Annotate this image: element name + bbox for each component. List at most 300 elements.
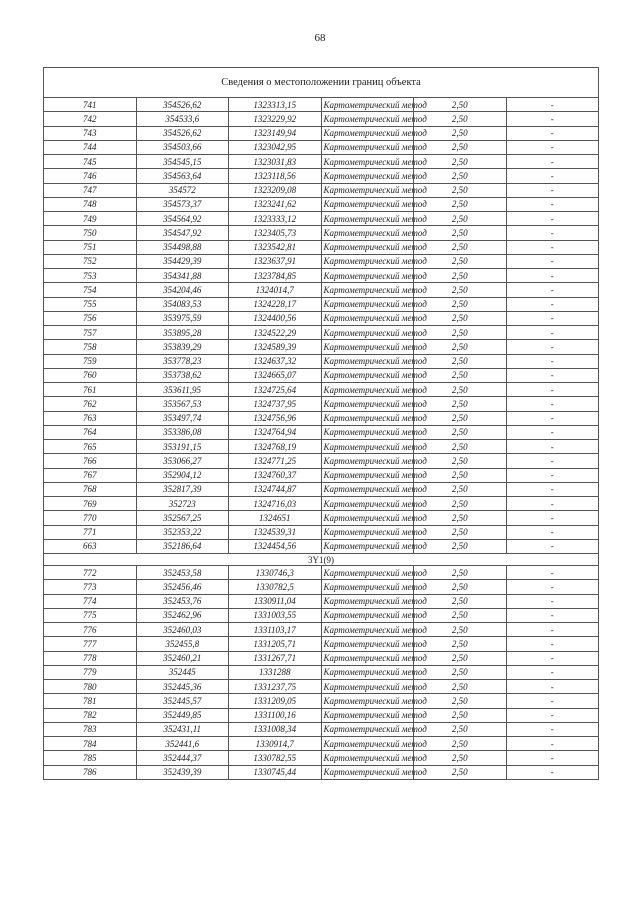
table-row [44,140,599,154]
table-row [44,169,599,183]
table-row [44,511,599,525]
section-row [44,554,599,566]
description-cell: - [506,751,599,765]
table-row [44,637,599,651]
method-cell: Картометрический метод [321,254,414,268]
y-coordinate-cell: 1323229,92 [229,112,322,126]
description-cell: - [506,269,599,283]
accuracy-cell: 2,50 [414,525,507,539]
point-number-cell: 780 [44,680,137,694]
boundary-coordinates-table [43,67,599,780]
description-cell: - [506,340,599,354]
table-row [44,694,599,708]
x-coordinate-cell: 352462,96 [136,608,229,622]
accuracy-cell: 2,50 [414,226,507,240]
point-number-cell: 744 [44,140,137,154]
description-cell: - [506,169,599,183]
x-coordinate-cell: 352186,64 [136,539,229,553]
method-cell: Картометрический метод [321,183,414,197]
point-number-cell: 752 [44,254,137,268]
y-coordinate-cell: 1330911,04 [229,594,322,608]
table-row [44,226,599,240]
y-coordinate-cell: 1324637,32 [229,354,322,368]
y-coordinate-cell: 1324014,7 [229,283,322,297]
accuracy-cell: 2,50 [414,665,507,679]
accuracy-cell: 2,50 [414,254,507,268]
accuracy-cell: 2,50 [414,454,507,468]
accuracy-cell: 2,50 [414,722,507,736]
table-row [44,525,599,539]
table-row [44,155,599,169]
description-cell: - [506,665,599,679]
y-coordinate-cell: 1324771,25 [229,454,322,468]
method-cell: Картометрический метод [321,722,414,736]
point-number-cell: 751 [44,240,137,254]
caption-row [44,68,599,98]
point-number-cell: 756 [44,311,137,325]
x-coordinate-cell: 354573,37 [136,197,229,211]
x-coordinate-cell: 352817,39 [136,482,229,496]
method-cell: Картометрический метод [321,368,414,382]
x-coordinate-cell: 352444,37 [136,751,229,765]
table-row [44,497,599,511]
description-cell: - [506,197,599,211]
point-number-cell: 746 [44,169,137,183]
accuracy-cell: 2,50 [414,482,507,496]
method-cell: Картометрический метод [321,566,414,580]
point-number-cell: 766 [44,454,137,468]
description-cell: - [506,694,599,708]
y-coordinate-cell: 1323031,83 [229,155,322,169]
point-number-cell: 759 [44,354,137,368]
accuracy-cell: 2,50 [414,169,507,183]
y-coordinate-cell: 1331103,17 [229,623,322,637]
x-coordinate-cell: 354547,92 [136,226,229,240]
accuracy-cell: 2,50 [414,155,507,169]
y-coordinate-cell: 1324539,31 [229,525,322,539]
table-row [44,212,599,226]
y-coordinate-cell: 1323542,81 [229,240,322,254]
x-coordinate-cell: 352567,25 [136,511,229,525]
y-coordinate-cell: 1331288 [229,665,322,679]
description-cell: - [506,623,599,637]
point-number-cell: 769 [44,497,137,511]
description-cell: - [506,112,599,126]
x-coordinate-cell: 352445,36 [136,680,229,694]
accuracy-cell: 2,50 [414,311,507,325]
y-coordinate-cell: 1324228,17 [229,297,322,311]
method-cell: Картометрический метод [321,311,414,325]
accuracy-cell: 2,50 [414,240,507,254]
method-cell: Картометрический метод [321,651,414,665]
description-cell: - [506,440,599,454]
y-coordinate-cell: 1331003,55 [229,608,322,622]
method-cell: Картометрический метод [321,226,414,240]
point-number-cell: 778 [44,651,137,665]
method-cell: Картометрический метод [321,383,414,397]
point-number-cell: 777 [44,637,137,651]
table-row [44,112,599,126]
point-number-cell: 771 [44,525,137,539]
x-coordinate-cell: 352460,21 [136,651,229,665]
accuracy-cell: 2,50 [414,497,507,511]
table-row [44,440,599,454]
page-number: 68 [314,32,326,44]
y-coordinate-cell: 1324589,39 [229,340,322,354]
x-coordinate-cell: 352904,12 [136,468,229,482]
method-cell: Картометрический метод [321,340,414,354]
accuracy-cell: 2,50 [414,751,507,765]
y-coordinate-cell: 1323637,91 [229,254,322,268]
point-number-cell: 745 [44,155,137,169]
accuracy-cell: 2,50 [414,140,507,154]
y-coordinate-cell: 1323241,62 [229,197,322,211]
description-cell: - [506,580,599,594]
method-cell: Картометрический метод [321,326,414,340]
description-cell: - [506,183,599,197]
table-row [44,751,599,765]
x-coordinate-cell: 352453,76 [136,594,229,608]
accuracy-cell: 2,50 [414,539,507,553]
description-cell: - [506,383,599,397]
accuracy-cell: 2,50 [414,468,507,482]
point-number-cell: 767 [44,468,137,482]
table-row [44,737,599,751]
method-cell: Картометрический метод [321,140,414,154]
description-cell: - [506,708,599,722]
table-row [44,594,599,608]
accuracy-cell: 2,50 [414,566,507,580]
x-coordinate-cell: 354564,92 [136,212,229,226]
x-coordinate-cell: 353738,62 [136,368,229,382]
method-cell: Картометрический метод [321,737,414,751]
x-coordinate-cell: 354526,62 [136,126,229,140]
y-coordinate-cell: 1324522,29 [229,326,322,340]
method-cell: Картометрический метод [321,594,414,608]
table-row [44,269,599,283]
accuracy-cell: 2,50 [414,368,507,382]
description-cell: - [506,539,599,553]
method-cell: Картометрический метод [321,197,414,211]
point-number-cell: 755 [44,297,137,311]
x-coordinate-cell: 354526,62 [136,98,229,112]
table-row [44,425,599,439]
accuracy-cell: 2,50 [414,297,507,311]
description-cell: - [506,637,599,651]
y-coordinate-cell: 1324760,37 [229,468,322,482]
method-cell: Картометрический метод [321,511,414,525]
accuracy-cell: 2,50 [414,283,507,297]
y-coordinate-cell: 1323313,15 [229,98,322,112]
point-number-cell: 747 [44,183,137,197]
description-cell: - [506,454,599,468]
x-coordinate-cell: 353191,15 [136,440,229,454]
accuracy-cell: 2,50 [414,326,507,340]
x-coordinate-cell: 353895,28 [136,326,229,340]
method-cell: Картометрический метод [321,637,414,651]
table-row [44,651,599,665]
x-coordinate-cell: 354498,88 [136,240,229,254]
accuracy-cell: 2,50 [414,623,507,637]
accuracy-cell: 2,50 [414,594,507,608]
method-cell: Картометрический метод [321,169,414,183]
y-coordinate-cell: 1323333,12 [229,212,322,226]
y-coordinate-cell: 1323405,73 [229,226,322,240]
x-coordinate-cell: 352431,11 [136,722,229,736]
x-coordinate-cell: 352439,39 [136,765,229,779]
section-label: 3Y1(9) [44,554,599,566]
point-number-cell: 753 [44,269,137,283]
description-cell: - [506,608,599,622]
description-cell: - [506,311,599,325]
y-coordinate-cell: 1324716,03 [229,497,322,511]
table-caption: Сведения о местоположении границ объекта [44,68,599,98]
y-coordinate-cell: 1324665,07 [229,368,322,382]
table-row [44,708,599,722]
y-coordinate-cell: 1324737,95 [229,397,322,411]
description-cell: - [506,297,599,311]
point-number-cell: 748 [44,197,137,211]
method-cell: Картометрический метод [321,525,414,539]
table-row [44,468,599,482]
y-coordinate-cell: 1330746,3 [229,566,322,580]
method-cell: Картометрический метод [321,665,414,679]
x-coordinate-cell: 353497,74 [136,411,229,425]
description-cell: - [506,737,599,751]
point-number-cell: 749 [44,212,137,226]
accuracy-cell: 2,50 [414,737,507,751]
accuracy-cell: 2,50 [414,440,507,454]
accuracy-cell: 2,50 [414,680,507,694]
description-cell: - [506,126,599,140]
point-number-cell: 742 [44,112,137,126]
x-coordinate-cell: 354429,39 [136,254,229,268]
method-cell: Картометрический метод [321,680,414,694]
table-row [44,340,599,354]
table-row [44,580,599,594]
method-cell: Картометрический метод [321,468,414,482]
description-cell: - [506,511,599,525]
table-row [44,454,599,468]
point-number-cell: 768 [44,482,137,496]
method-cell: Картометрический метод [321,240,414,254]
point-number-cell: 781 [44,694,137,708]
accuracy-cell: 2,50 [414,98,507,112]
x-coordinate-cell: 354563,64 [136,169,229,183]
method-cell: Картометрический метод [321,425,414,439]
description-cell: - [506,254,599,268]
table-row [44,411,599,425]
description-cell: - [506,140,599,154]
method-cell: Картометрический метод [321,155,414,169]
y-coordinate-cell: 1331100,16 [229,708,322,722]
point-number-cell: 773 [44,580,137,594]
method-cell: Картометрический метод [321,397,414,411]
description-cell: - [506,425,599,439]
method-cell: Картометрический метод [321,694,414,708]
method-cell: Картометрический метод [321,212,414,226]
x-coordinate-cell: 354533,6 [136,112,229,126]
accuracy-cell: 2,50 [414,197,507,211]
accuracy-cell: 2,50 [414,651,507,665]
x-coordinate-cell: 354545,15 [136,155,229,169]
point-number-cell: 770 [44,511,137,525]
description-cell: - [506,525,599,539]
x-coordinate-cell: 353386,08 [136,425,229,439]
point-number-cell: 765 [44,440,137,454]
accuracy-cell: 2,50 [414,637,507,651]
point-number-cell: 762 [44,397,137,411]
accuracy-cell: 2,50 [414,126,507,140]
y-coordinate-cell: 1324725,64 [229,383,322,397]
accuracy-cell: 2,50 [414,580,507,594]
table-row [44,608,599,622]
method-cell: Картометрический метод [321,269,414,283]
table-row [44,623,599,637]
y-coordinate-cell: 1331267,71 [229,651,322,665]
point-number-cell: 758 [44,340,137,354]
method-cell: Картометрический метод [321,580,414,594]
table-row [44,283,599,297]
table-row [44,765,599,779]
x-coordinate-cell: 354572 [136,183,229,197]
y-coordinate-cell: 1324454,56 [229,539,322,553]
x-coordinate-cell: 352441,6 [136,737,229,751]
x-coordinate-cell: 354341,88 [136,269,229,283]
y-coordinate-cell: 1331209,05 [229,694,322,708]
description-cell: - [506,368,599,382]
x-coordinate-cell: 352353,22 [136,525,229,539]
description-cell: - [506,240,599,254]
description-cell: - [506,226,599,240]
description-cell: - [506,651,599,665]
method-cell: Картометрический метод [321,112,414,126]
accuracy-cell: 2,50 [414,269,507,283]
y-coordinate-cell: 1331205,71 [229,637,322,651]
y-coordinate-cell: 1330914,7 [229,737,322,751]
y-coordinate-cell: 1324400,56 [229,311,322,325]
method-cell: Картометрический метод [321,297,414,311]
accuracy-cell: 2,50 [414,112,507,126]
x-coordinate-cell: 353778,23 [136,354,229,368]
point-number-cell: 783 [44,722,137,736]
point-number-cell: 775 [44,608,137,622]
table-row [44,297,599,311]
y-coordinate-cell: 1323209,08 [229,183,322,197]
accuracy-cell: 2,50 [414,608,507,622]
table-row [44,680,599,694]
accuracy-cell: 2,50 [414,212,507,226]
y-coordinate-cell: 1331237,75 [229,680,322,694]
y-coordinate-cell: 1330745,44 [229,765,322,779]
accuracy-cell: 2,50 [414,183,507,197]
y-coordinate-cell: 1323042,95 [229,140,322,154]
table-row [44,197,599,211]
point-number-cell: 786 [44,765,137,779]
method-cell: Картометрический метод [321,283,414,297]
y-coordinate-cell: 1330782,55 [229,751,322,765]
description-cell: - [506,326,599,340]
point-number-cell: 776 [44,623,137,637]
point-number-cell: 774 [44,594,137,608]
accuracy-cell: 2,50 [414,354,507,368]
y-coordinate-cell: 1323118,56 [229,169,322,183]
method-cell: Картометрический метод [321,354,414,368]
table-row [44,326,599,340]
x-coordinate-cell: 352455,8 [136,637,229,651]
method-cell: Картометрический метод [321,126,414,140]
x-coordinate-cell: 352453,58 [136,566,229,580]
x-coordinate-cell: 353066,27 [136,454,229,468]
point-number-cell: 785 [44,751,137,765]
point-number-cell: 743 [44,126,137,140]
x-coordinate-cell: 352449,85 [136,708,229,722]
method-cell: Картометрический метод [321,98,414,112]
table-row [44,254,599,268]
method-cell: Картометрический метод [321,623,414,637]
accuracy-cell: 2,50 [414,340,507,354]
y-coordinate-cell: 1324651 [229,511,322,525]
point-number-cell: 784 [44,737,137,751]
table-row [44,368,599,382]
y-coordinate-cell: 1324756,96 [229,411,322,425]
y-coordinate-cell: 1330782,5 [229,580,322,594]
x-coordinate-cell: 354503,66 [136,140,229,154]
table-row [44,98,599,112]
table-row [44,354,599,368]
x-coordinate-cell: 353975,59 [136,311,229,325]
x-coordinate-cell: 354083,53 [136,297,229,311]
x-coordinate-cell: 352460,03 [136,623,229,637]
description-cell: - [506,594,599,608]
table-row [44,183,599,197]
method-cell: Картометрический метод [321,497,414,511]
description-cell: - [506,680,599,694]
method-cell: Картометрический метод [321,411,414,425]
table-row [44,665,599,679]
point-number-cell: 763 [44,411,137,425]
y-coordinate-cell: 1324744,87 [229,482,322,496]
accuracy-cell: 2,50 [414,397,507,411]
point-number-cell: 760 [44,368,137,382]
point-number-cell: 782 [44,708,137,722]
method-cell: Картометрический метод [321,765,414,779]
method-cell: Картометрический метод [321,482,414,496]
accuracy-cell: 2,50 [414,383,507,397]
method-cell: Картометрический метод [321,608,414,622]
description-cell: - [506,497,599,511]
accuracy-cell: 2,50 [414,694,507,708]
table-row [44,397,599,411]
x-coordinate-cell: 353839,29 [136,340,229,354]
method-cell: Картометрический метод [321,440,414,454]
x-coordinate-cell: 352445,57 [136,694,229,708]
accuracy-cell: 2,50 [414,765,507,779]
description-cell: - [506,283,599,297]
description-cell: - [506,722,599,736]
accuracy-cell: 2,50 [414,511,507,525]
y-coordinate-cell: 1324764,94 [229,425,322,439]
description-cell: - [506,566,599,580]
point-number-cell: 761 [44,383,137,397]
x-coordinate-cell: 354204,46 [136,283,229,297]
accuracy-cell: 2,50 [414,425,507,439]
table-row [44,240,599,254]
description-cell: - [506,212,599,226]
description-cell: - [506,354,599,368]
point-number-cell: 741 [44,98,137,112]
point-number-cell: 764 [44,425,137,439]
